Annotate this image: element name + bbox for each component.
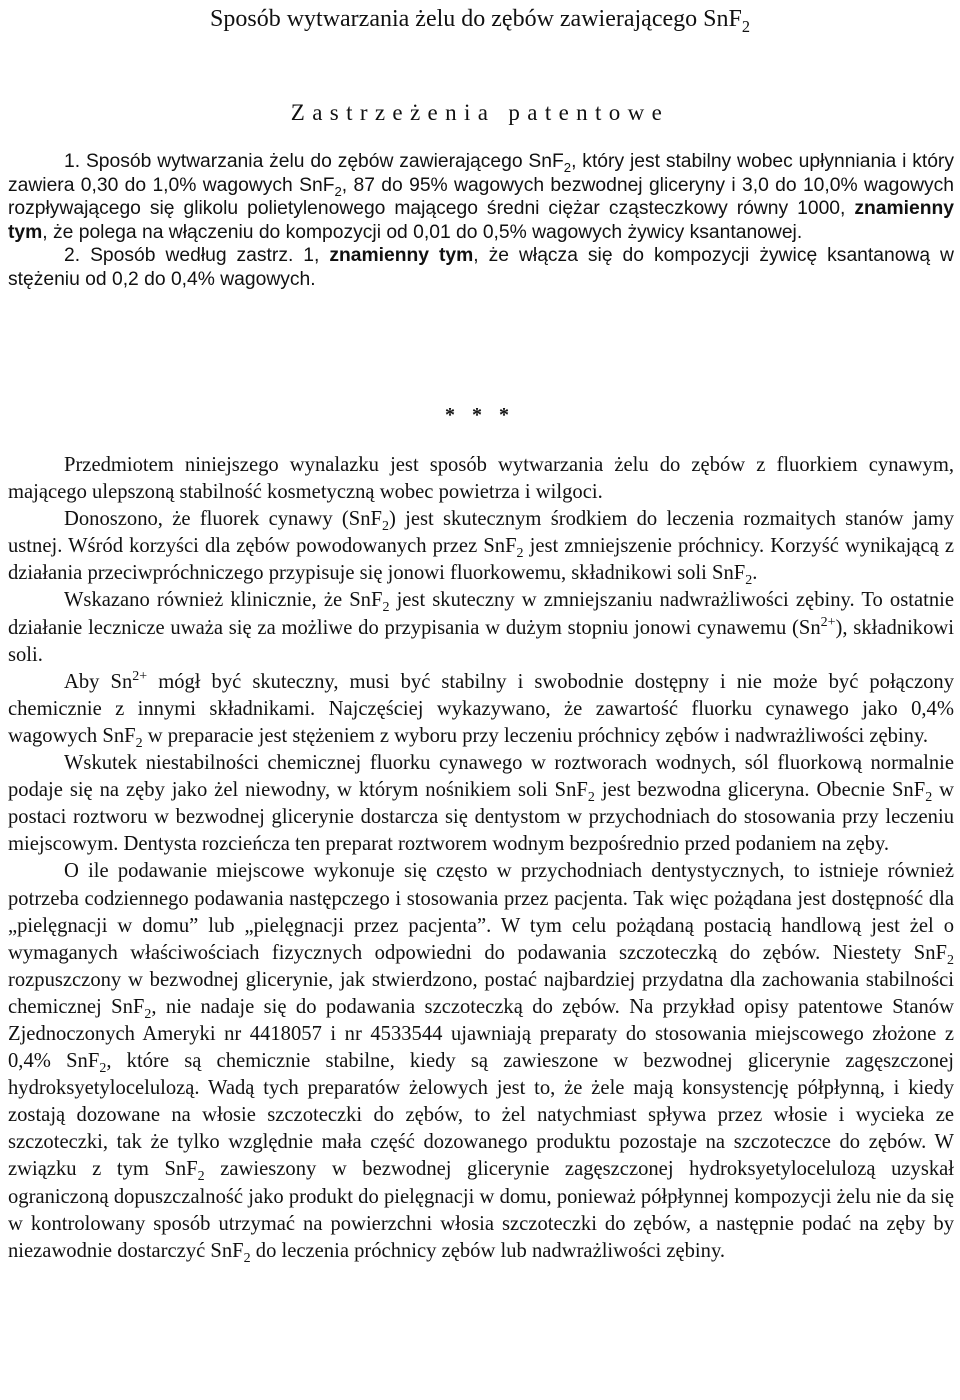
text-run: Wskutek niestabilności chemicznej fluorku cynawego w roztworach wodnych, sól fluorkową normalnie podaje się na zęby jako żel niewodny, w którym nośnikiem soli SnF bbox=[8, 752, 954, 802]
text-run: , 87 do 95% wagowych bezwodnej gliceryny i 3,0 do 10,0% wagowych rozpływającego się glikolu polietylenowego mającego średni ciężar cząsteczkowy równy 1000, bbox=[8, 174, 954, 219]
superscript: 2+ bbox=[820, 614, 836, 630]
text-run: , który jest stabilny wobec upłynniania i który zawiera 0,30 do 1,0% wagowych SnF bbox=[8, 151, 954, 196]
text-run: jest bezwodna gliceryna. Obecnie SnF bbox=[594, 779, 926, 802]
text-run: w preparacie jest stężeniem z wyboru przy leczeniu próchnicy zębów i nadwrażliwości zębiny. bbox=[142, 724, 929, 747]
text-run: 2. Sposób według zastrz. 1, bbox=[64, 245, 330, 266]
text-run: . bbox=[752, 562, 758, 585]
bold-phrase: znamienny tym bbox=[329, 245, 474, 266]
text-run: Przedmiotem niniejszego wynalazku jest sposób wytwarzania żelu do zębów z fluorkiem cynawym, mającego ulepszoną stabilność kosmetyczną wobec powietrza i wilgoci. bbox=[8, 454, 954, 504]
body-paragraph bbox=[8, 452, 954, 506]
text-run: Wskazano również klinicznie, że SnF bbox=[64, 589, 383, 612]
subscript: 2 bbox=[144, 1006, 152, 1022]
document-title bbox=[0, 2, 960, 36]
text-run: do leczenia próchnicy zębów lub nadwrażliwości zębiny. bbox=[250, 1239, 726, 1262]
text-run: Donoszono, że fluorek cynawy (SnF bbox=[64, 508, 382, 531]
text-run: , nie nadaje się do podawania szczoteczką do zębów. Na przykład opisy patentowe Stanów Zjednoczonych Ameryki nr 4418057 i nr 4533544 ujawniają preparaty do stosowania miejscowego złożone z 0,4% SnF bbox=[8, 995, 954, 1073]
claim-paragraph bbox=[8, 244, 954, 291]
text-run: rozpuszczony w bezwodnej glicerynie, jak stwierdzono, postać najbardziej przydatna dla zachowania stabilności chemicznej SnF bbox=[8, 968, 954, 1018]
section-heading: Zastrzeżenia patentowe bbox=[290, 100, 670, 125]
title-subscript: 2 bbox=[741, 16, 750, 36]
subscript: 2 bbox=[745, 573, 753, 589]
claim-paragraph bbox=[8, 150, 954, 244]
subscript: 2 bbox=[587, 790, 595, 806]
subscript: 2 bbox=[947, 952, 954, 968]
superscript: 2+ bbox=[132, 668, 148, 684]
subscript: 2 bbox=[925, 790, 933, 806]
text-run: 1. Sposób wytwarzania żelu do zębów zawierającego SnF bbox=[64, 151, 564, 172]
subscript: 2 bbox=[243, 1250, 251, 1266]
subscript: 2 bbox=[334, 183, 342, 199]
text-run: , które są chemicznie stabilne, kiedy są zawieszone w bezwodnej glicerynie zagęszczonej hydroksyetylocelulozą. Wadą tych preparatów żelowych jest to, że żele mają konsystencję półpłynną, i kiedy zostają dozowane na włosie szczoteczki do zębów, to żel natychmiast spływa przez włosie i wycieka ze szczoteczki, tak że tylko względnie mała część dozowanego produktu pozostaje na szczoteczce do zębów. W związku z tym SnF bbox=[8, 1050, 954, 1181]
text-run: jest skuteczny w zmniejszaniu nadwrażliwości zębiny. To ostatnie działanie lecznicze uważa się za możliwe do przypisania w dużym stopniu jonowi cynawemu (Sn bbox=[8, 589, 954, 639]
subscript: 2 bbox=[516, 546, 524, 562]
text-run: ), składnikowi soli. bbox=[8, 616, 954, 666]
text-run: w postaci roztworu w bezwodnej glicerynie dostarcza się dentystom w przychodniach do stosowania przy leczeniu miejscowym. Dentysta rozcieńcza ten preparat roztworem wodnym bezpośrednio przed podaniem na zęby. bbox=[8, 779, 954, 856]
subscript: 2 bbox=[135, 736, 143, 752]
body-paragraph bbox=[8, 858, 954, 1264]
body-paragraph bbox=[8, 506, 954, 587]
text-run: , że włącza się do kompozycji żywicę ksantanową w stężeniu od 0,2 do 0,4% wagowych. bbox=[8, 245, 954, 290]
title-text: Sposób wytwarzania żelu do zębów zawierającego SnF bbox=[210, 6, 742, 32]
body-paragraph bbox=[8, 587, 954, 668]
subscript: 2 bbox=[382, 600, 390, 616]
text-run: O ile podawanie miejscowe wykonuje się często w przychodniach dentystycznych, to istnieje również potrzeba codziennego podawania następczego i stosowania przez pacjenta. Tak więc pożądana jest dostępność dla „pielęgnacji w domu” lub „pielęgnacji przez pacjenta”. W tym celu pożądaną postacią handlową jest żel o wymaganych właściwościach fizycznych odpowiedni do podawania szczoteczką do zębów. Niestety SnF bbox=[8, 860, 954, 964]
body-paragraph bbox=[8, 750, 954, 858]
text-run: zawieszony w bezwodnej glicerynie zagęszczonej hydroksyetylocelulozą uzyskał ograniczoną dopuszczalność jako produkt do pielęgnacji w domu, ponieważ półpłynnej kompozycji żelu nie da się w kontrolowany sposób utrzymać na powierzchni włosia szczoteczki do zębów, a następnie podać na zęby by niezawodnie dostarczyć SnF bbox=[8, 1158, 954, 1262]
text-run: , że polega na włączeniu do kompozycji od 0,01 do 0,5% wagowych żywicy ksantanowej. bbox=[42, 221, 803, 243]
text-run: mógł być skuteczny, musi być stabilny i swobodnie dostępny i nie może być połączony chemicznie z innymi składnikami. Najczęściej wykazywano, że zawartość fluorku cynawego jako 0,4% wagowych SnF bbox=[8, 670, 954, 747]
body-paragraph bbox=[8, 669, 954, 750]
subscript: 2 bbox=[99, 1061, 107, 1077]
claims-section bbox=[8, 150, 954, 291]
text-run: Aby Sn bbox=[64, 670, 133, 693]
subscript: 2 bbox=[382, 519, 389, 535]
text-run: jest zmniejszenie próchnicy. Korzyść wynikającą z działania przeciwpróchniczego przypisuje się jonowi fluorkowemu, składnikowi soli SnF bbox=[8, 535, 954, 585]
bold-phrase: znamienny tym bbox=[8, 198, 954, 243]
subscript: 2 bbox=[197, 1169, 205, 1185]
text-run: ) jest skutecznym środkiem do leczenia rozmaitych stanów jamy ustnej. Wśród korzyści dla zębów powodowanych przez SnF bbox=[8, 508, 955, 558]
subscript: 2 bbox=[563, 159, 572, 175]
section-separator: * * * bbox=[445, 404, 515, 426]
description-body bbox=[8, 452, 954, 1265]
